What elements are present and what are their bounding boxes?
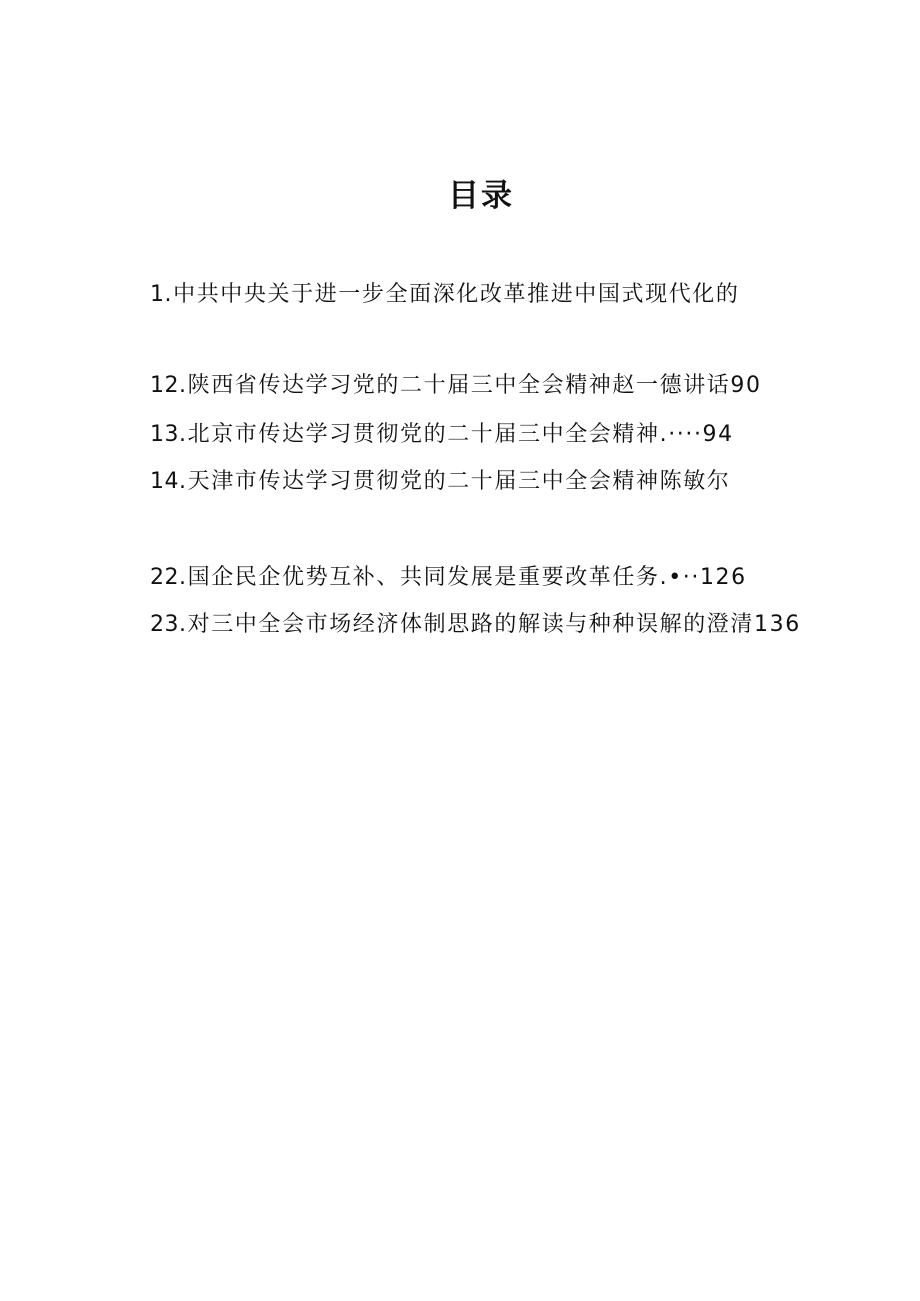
toc-entry-number: 14 <box>150 469 179 494</box>
toc-entry-text: .对三中全会市场经济体制思路的解读与种种误解的澄清136 <box>179 612 801 637</box>
toc-entry-text: .北京市传达学习贯彻党的二十届三中全会精神.····94 <box>179 422 734 447</box>
toc-entry-text: .中共中央关于进一步全面深化改革推进中国式现代化的 <box>164 282 740 307</box>
toc-entry-number: 23 <box>150 612 179 637</box>
toc-entry-text: .国企民企优势互补、共同发展是重要改革任务.•··126 <box>179 565 747 590</box>
toc-entry-text: .陕西省传达学习党的二十届三中全会精神赵一德讲话90 <box>179 373 762 398</box>
toc-entry[interactable] <box>150 563 747 593</box>
toc-entry-number: 1 <box>150 282 165 307</box>
toc-entry[interactable] <box>150 371 762 401</box>
toc-entry-text: .天津市传达学习贯彻党的二十届三中全会精神陈敏尔 <box>179 469 731 494</box>
toc-entry-number: 22 <box>150 565 179 590</box>
toc-entry[interactable] <box>150 467 730 497</box>
toc-entry[interactable] <box>150 280 740 310</box>
toc-entry-number: 12 <box>150 373 179 398</box>
toc-entry-number: 13 <box>150 422 179 447</box>
toc-entry[interactable] <box>150 420 734 450</box>
toc-entry[interactable] <box>150 610 801 640</box>
toc-title: 目录 <box>448 178 514 214</box>
